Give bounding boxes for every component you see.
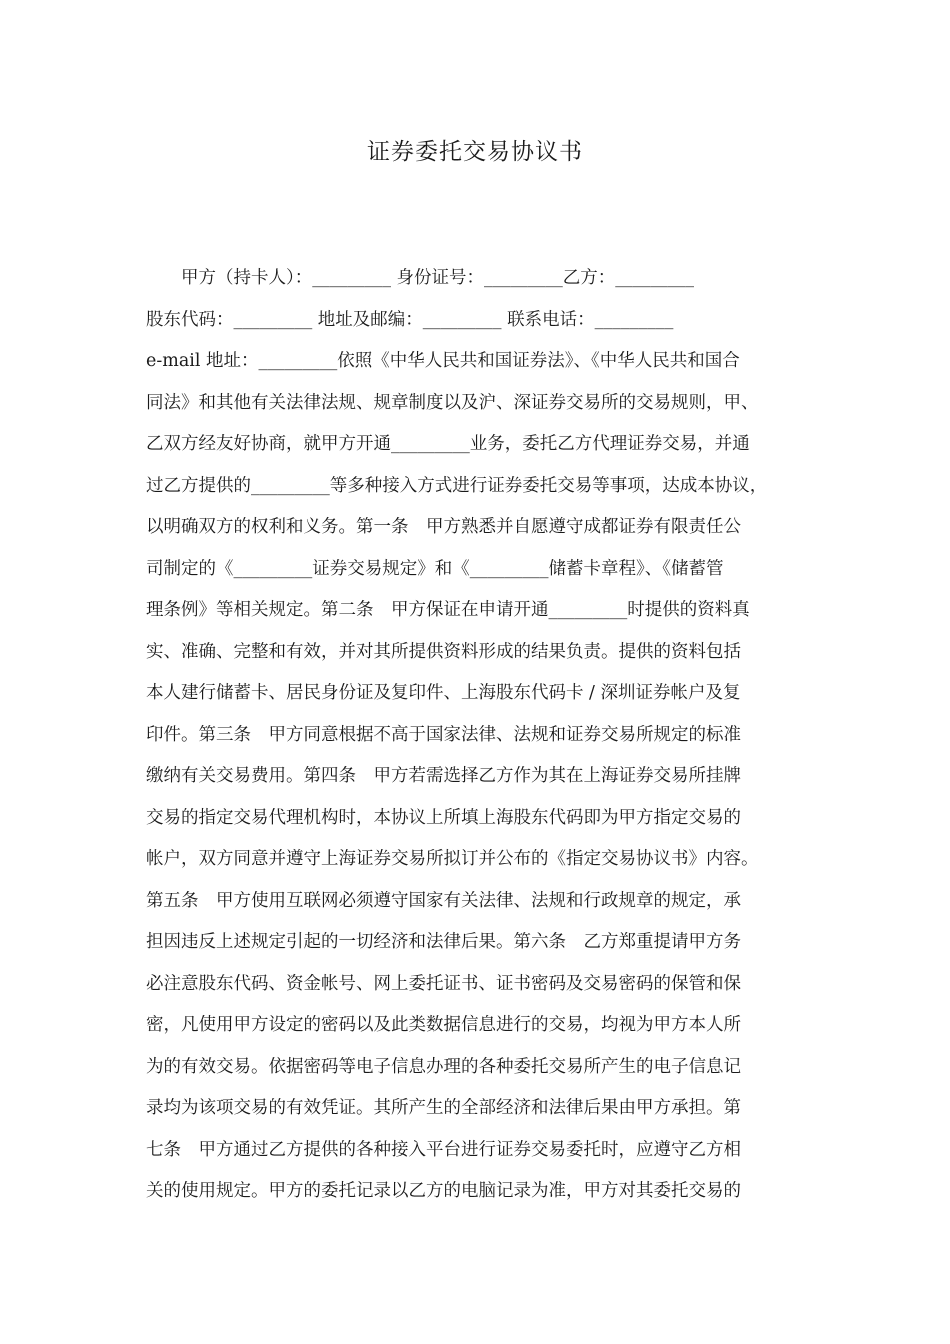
paragraph-line: 缴纳有关交易费用。第四条 甲方若需选择乙方作为其在上海证券交易所挂牌 — [146, 766, 741, 786]
email-line: e-mail 地址：_________依照《中华人民共和国证券法》、《中华人民共和国合 — [146, 351, 740, 371]
paragraph-line: 密，凡使用甲方设定的密码以及此类数据信息进行的交易，均视为甲方本人所 — [146, 1015, 741, 1035]
paragraph-line: 担因违反上述规定引起的一切经济和法律后果。第六条 乙方郑重提请甲方务 — [146, 932, 741, 952]
paragraph-line: 七条 甲方通过乙方提供的各种接入平台进行证券交易委托时，应遵守乙方相 — [146, 1139, 741, 1160]
paragraph-line: 交易的指定交易代理机构时，本协议上所填上海股东代码即为甲方指定交易的 — [146, 807, 741, 828]
paragraph-line: 同法》和其他有关法律法规、规章制度以及沪、深证券交易所的交易规则，甲、 — [146, 392, 759, 413]
party-a-line: 甲方（持卡人）：_________ 身份证号：_________乙方：_________ — [181, 268, 695, 288]
paragraph-line: 印件。第三条 甲方同意根据不高于国家法律、法规和证券交易所规定的标准 — [146, 724, 741, 745]
paragraph-line: 为的有效交易。依据密码等电子信息办理的各种委托交易所产生的电子信息记 — [146, 1056, 741, 1077]
paragraph-line: 乙双方经友好协商，就甲方开通_________业务，委托乙方代理证券交易，并通 — [146, 434, 750, 454]
paragraph-line: 理条例》等相关规定。第二条 甲方保证在申请开通_________时提供的资料真 — [146, 600, 750, 620]
paragraph-line: 本人建行储蓄卡、居民身份证及复印件、上海股东代码卡 / 深圳证券帐户及复 — [146, 683, 741, 703]
paragraph-line: 以明确双方的权利和义务。第一条 甲方熟悉并自愿遵守成都证券有限责任公 — [146, 517, 741, 537]
paragraph-line: 司制定的《_________证券交易规定》和《_________储蓄卡章程》、《储蓄管 — [146, 558, 724, 579]
paragraph-line: 必注意股东代码、资金帐号、网上委托证书、证书密码及交易密码的保管和保 — [146, 973, 741, 994]
shareholder-code-line: 股东代码：_________ 地址及邮编：_________ 联系电话：_________ — [146, 309, 674, 330]
paragraph-line: 关的使用规定。甲方的委托记录以乙方的电脑记录为准，甲方对其委托交易的 — [146, 1181, 741, 1201]
paragraph-line: 录均为该项交易的有效凭证。其所产生的全部经济和法律后果由甲方承担。第 — [146, 1098, 741, 1118]
paragraph-line: 第五条 甲方使用互联网必须遵守国家有关法律、法规和行政规章的规定，承 — [146, 890, 741, 911]
paragraph-line: 过乙方提供的_________等多种接入方式进行证券委托交易等事项，达成本协议， — [146, 475, 768, 496]
paragraph-line: 帐户，双方同意并遵守上海证券交易所拟订并公布的《指定交易协议书》内容。 — [146, 849, 759, 869]
document-title: 证券委托交易协议书 — [367, 139, 583, 165]
paragraph-line: 实、准确、完整和有效，并对其所提供资料形成的结果负责。提供的资料包括 — [146, 641, 741, 662]
agreement-body — [146, 258, 816, 1213]
